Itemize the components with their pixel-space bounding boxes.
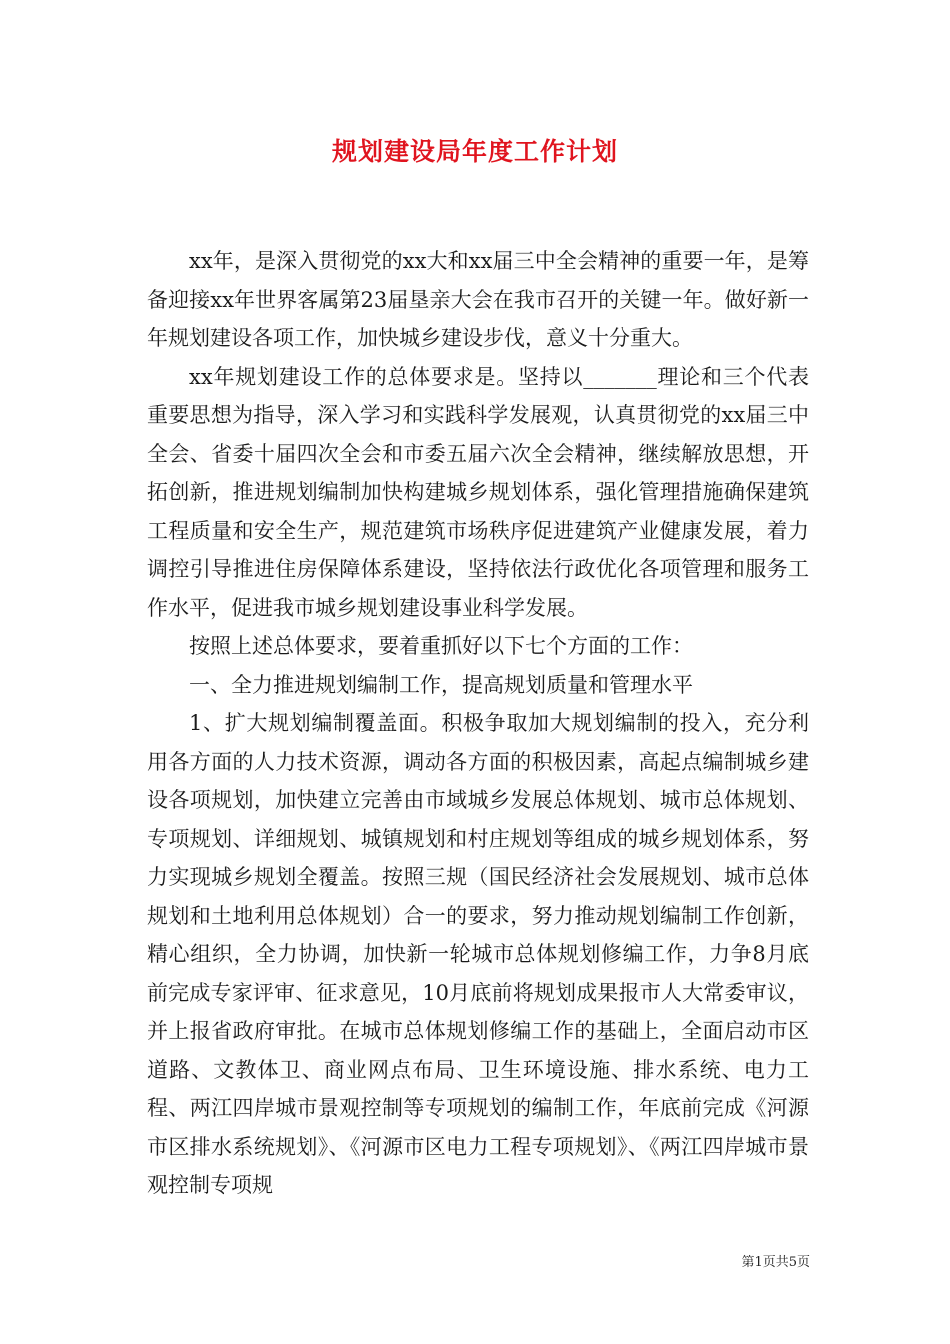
- paragraph-intro: xx年，是深入贯彻党的xx大和xx届三中全会精神的重要一年，是筹备迎接xx年世界客属第23届垦亲大会在我市召开的关键一年。做好新一年规划建设各项工作，加快城乡建设步伐，意义十分重大。: [147, 249, 809, 350]
- document-body: [147, 242, 809, 1205]
- section-heading-one: 一、全力推进规划编制工作，提高规划质量和管理水平: [189, 672, 693, 697]
- paragraph-item-one: 1、扩大规划编制覆盖面。积极争取加大规划编制的投入，充分利用各方面的人力技术资源，调动各方面的积极因素，高起点编制城乡建设各项规划，加快建立完善由市域城乡发展总体规划、城市总体规划、专项规划、详细规划、城镇规划和村庄规划等组成的城乡规划体系，努力实现城乡规划全覆盖。按照三规（国民经济社会发展规划、城市总体规划和土地利用总体规划）合一的要求，努力推动规划编制工作创新，精心组织，全力协调，加快新一轮城市总体规划修编工作，力争8月底前完成专家评审、征求意见，10月底前将规划成果报市人大常委审议，并上报省政府审批。在城市总体规划修编工作的基础上，全面启动市区道路、文教体卫、商业网点布局、卫生环境设施、排水系统、电力工程、两江四岸城市景观控制等专项规划的编制工作，年底前完成《河源市区排水系统规划》、《河源市区电力工程专项规划》、《两江四岸城市景观控制专项规: [147, 711, 809, 1197]
- paragraph-seven-aspects: 按照上述总体要求，要着重抓好以下七个方面的工作：: [189, 634, 693, 658]
- page-number: 第1页共5页: [741, 1255, 810, 1270]
- document-title: 规划建设局年度工作计划: [331, 137, 618, 166]
- paragraph-requirements: xx年规划建设工作的总体要求是。坚持以_______理论和三个代表重要思想为指导，深入学习和实践科学发展观，认真贯彻党的xx届三中全会、省委十届四次全会和市委五届六次全会精神，继续解放思想，开拓创新，推进规划编制加快构建城乡规划体系，强化管理措施确保建筑工程质量和安全生产，规范建筑市场秩序促进建筑产业健康发展，着力调控引导推进住房保障体系建设，坚持依法行政优化各项管理和服务工作水平，促进我市城乡规划建设事业科学发展。: [147, 364, 809, 620]
